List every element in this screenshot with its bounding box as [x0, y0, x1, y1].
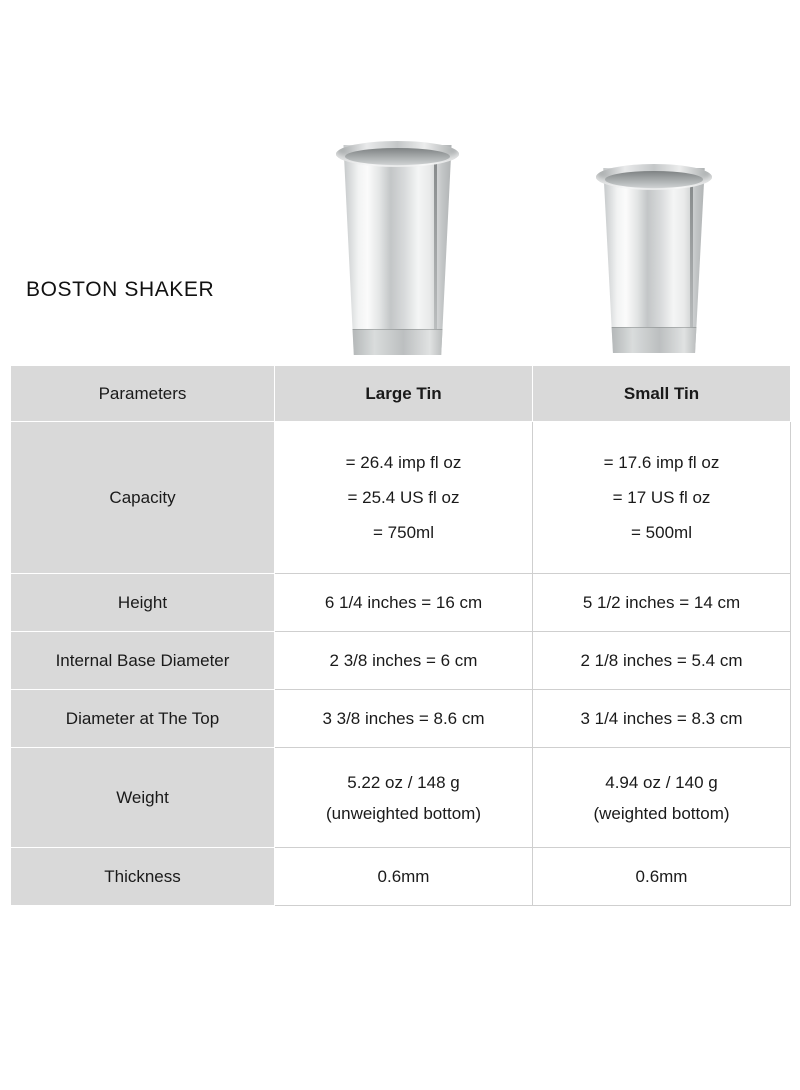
- table-row: [11, 690, 791, 748]
- table-header: [11, 366, 791, 422]
- header-small-tin: Small Tin: [533, 366, 791, 422]
- row-label-capacity: Capacity: [11, 422, 275, 574]
- cell-line: = 17 US fl oz: [612, 488, 711, 507]
- row-label-diameter-at-top: Diameter at The Top: [11, 690, 275, 748]
- small-tin-shadow: [610, 350, 702, 364]
- cell-diameter-at-top-small: 3 1/4 inches = 8.3 cm: [533, 690, 791, 748]
- page-title: BOSTON SHAKER: [26, 278, 215, 301]
- cell-weight-small: [533, 748, 791, 848]
- header-large-tin: Large Tin: [275, 366, 533, 422]
- cell-line: (weighted bottom): [593, 803, 730, 823]
- table-row: [11, 848, 791, 906]
- small-tin-rim-interior: [605, 171, 704, 188]
- large-tin-shadow: [350, 352, 450, 366]
- cell-height-large: 6 1/4 inches = 16 cm: [275, 574, 533, 632]
- row-label-weight: Weight: [11, 748, 275, 848]
- row-label-thickness: Thickness: [11, 848, 275, 906]
- cell-weight-large: [275, 748, 533, 848]
- large-tin-rim-interior: [345, 148, 450, 165]
- cell-line: = 25.4 US fl oz: [347, 488, 460, 507]
- large-shaker-tin-image: [340, 145, 455, 355]
- product-image-area: [0, 0, 800, 365]
- table-header-row: [11, 366, 791, 422]
- cell-line: = 750ml: [373, 523, 434, 542]
- small-shaker-tin-image: [600, 168, 708, 353]
- row-label-internal-base-diameter: Internal Base Diameter: [11, 632, 275, 690]
- large-tin-body: [340, 145, 455, 355]
- table-row: [11, 422, 791, 574]
- small-tin-seam: [690, 179, 693, 346]
- table-body: [11, 422, 791, 906]
- large-tin-rim: [338, 143, 457, 171]
- cell-capacity-small: [533, 422, 791, 574]
- table-row: [11, 632, 791, 690]
- cell-line: 4.94 oz / 140 g: [605, 772, 718, 792]
- specification-table: [10, 365, 791, 906]
- cell-internal-base-diameter-small: 2 1/8 inches = 5.4 cm: [533, 632, 791, 690]
- table-row: [11, 748, 791, 848]
- cell-diameter-at-top-large: 3 3/8 inches = 8.6 cm: [275, 690, 533, 748]
- cell-line: (unweighted bottom): [326, 803, 481, 823]
- cell-line: = 17.6 imp fl oz: [603, 453, 720, 472]
- cell-internal-base-diameter-large: 2 3/8 inches = 6 cm: [275, 632, 533, 690]
- cell-line: 5.22 oz / 148 g: [347, 772, 460, 792]
- cell-thickness-small: 0.6mm: [533, 848, 791, 906]
- cell-line: = 26.4 imp fl oz: [345, 453, 462, 472]
- cell-thickness-large: 0.6mm: [275, 848, 533, 906]
- large-tin-seam: [434, 158, 437, 347]
- small-tin-rim: [598, 166, 710, 194]
- cell-height-small: 5 1/2 inches = 14 cm: [533, 574, 791, 632]
- table-row: [11, 574, 791, 632]
- header-parameters: Parameters: [11, 366, 275, 422]
- cell-capacity-large: [275, 422, 533, 574]
- row-label-height: Height: [11, 574, 275, 632]
- cell-line: = 500ml: [631, 523, 692, 542]
